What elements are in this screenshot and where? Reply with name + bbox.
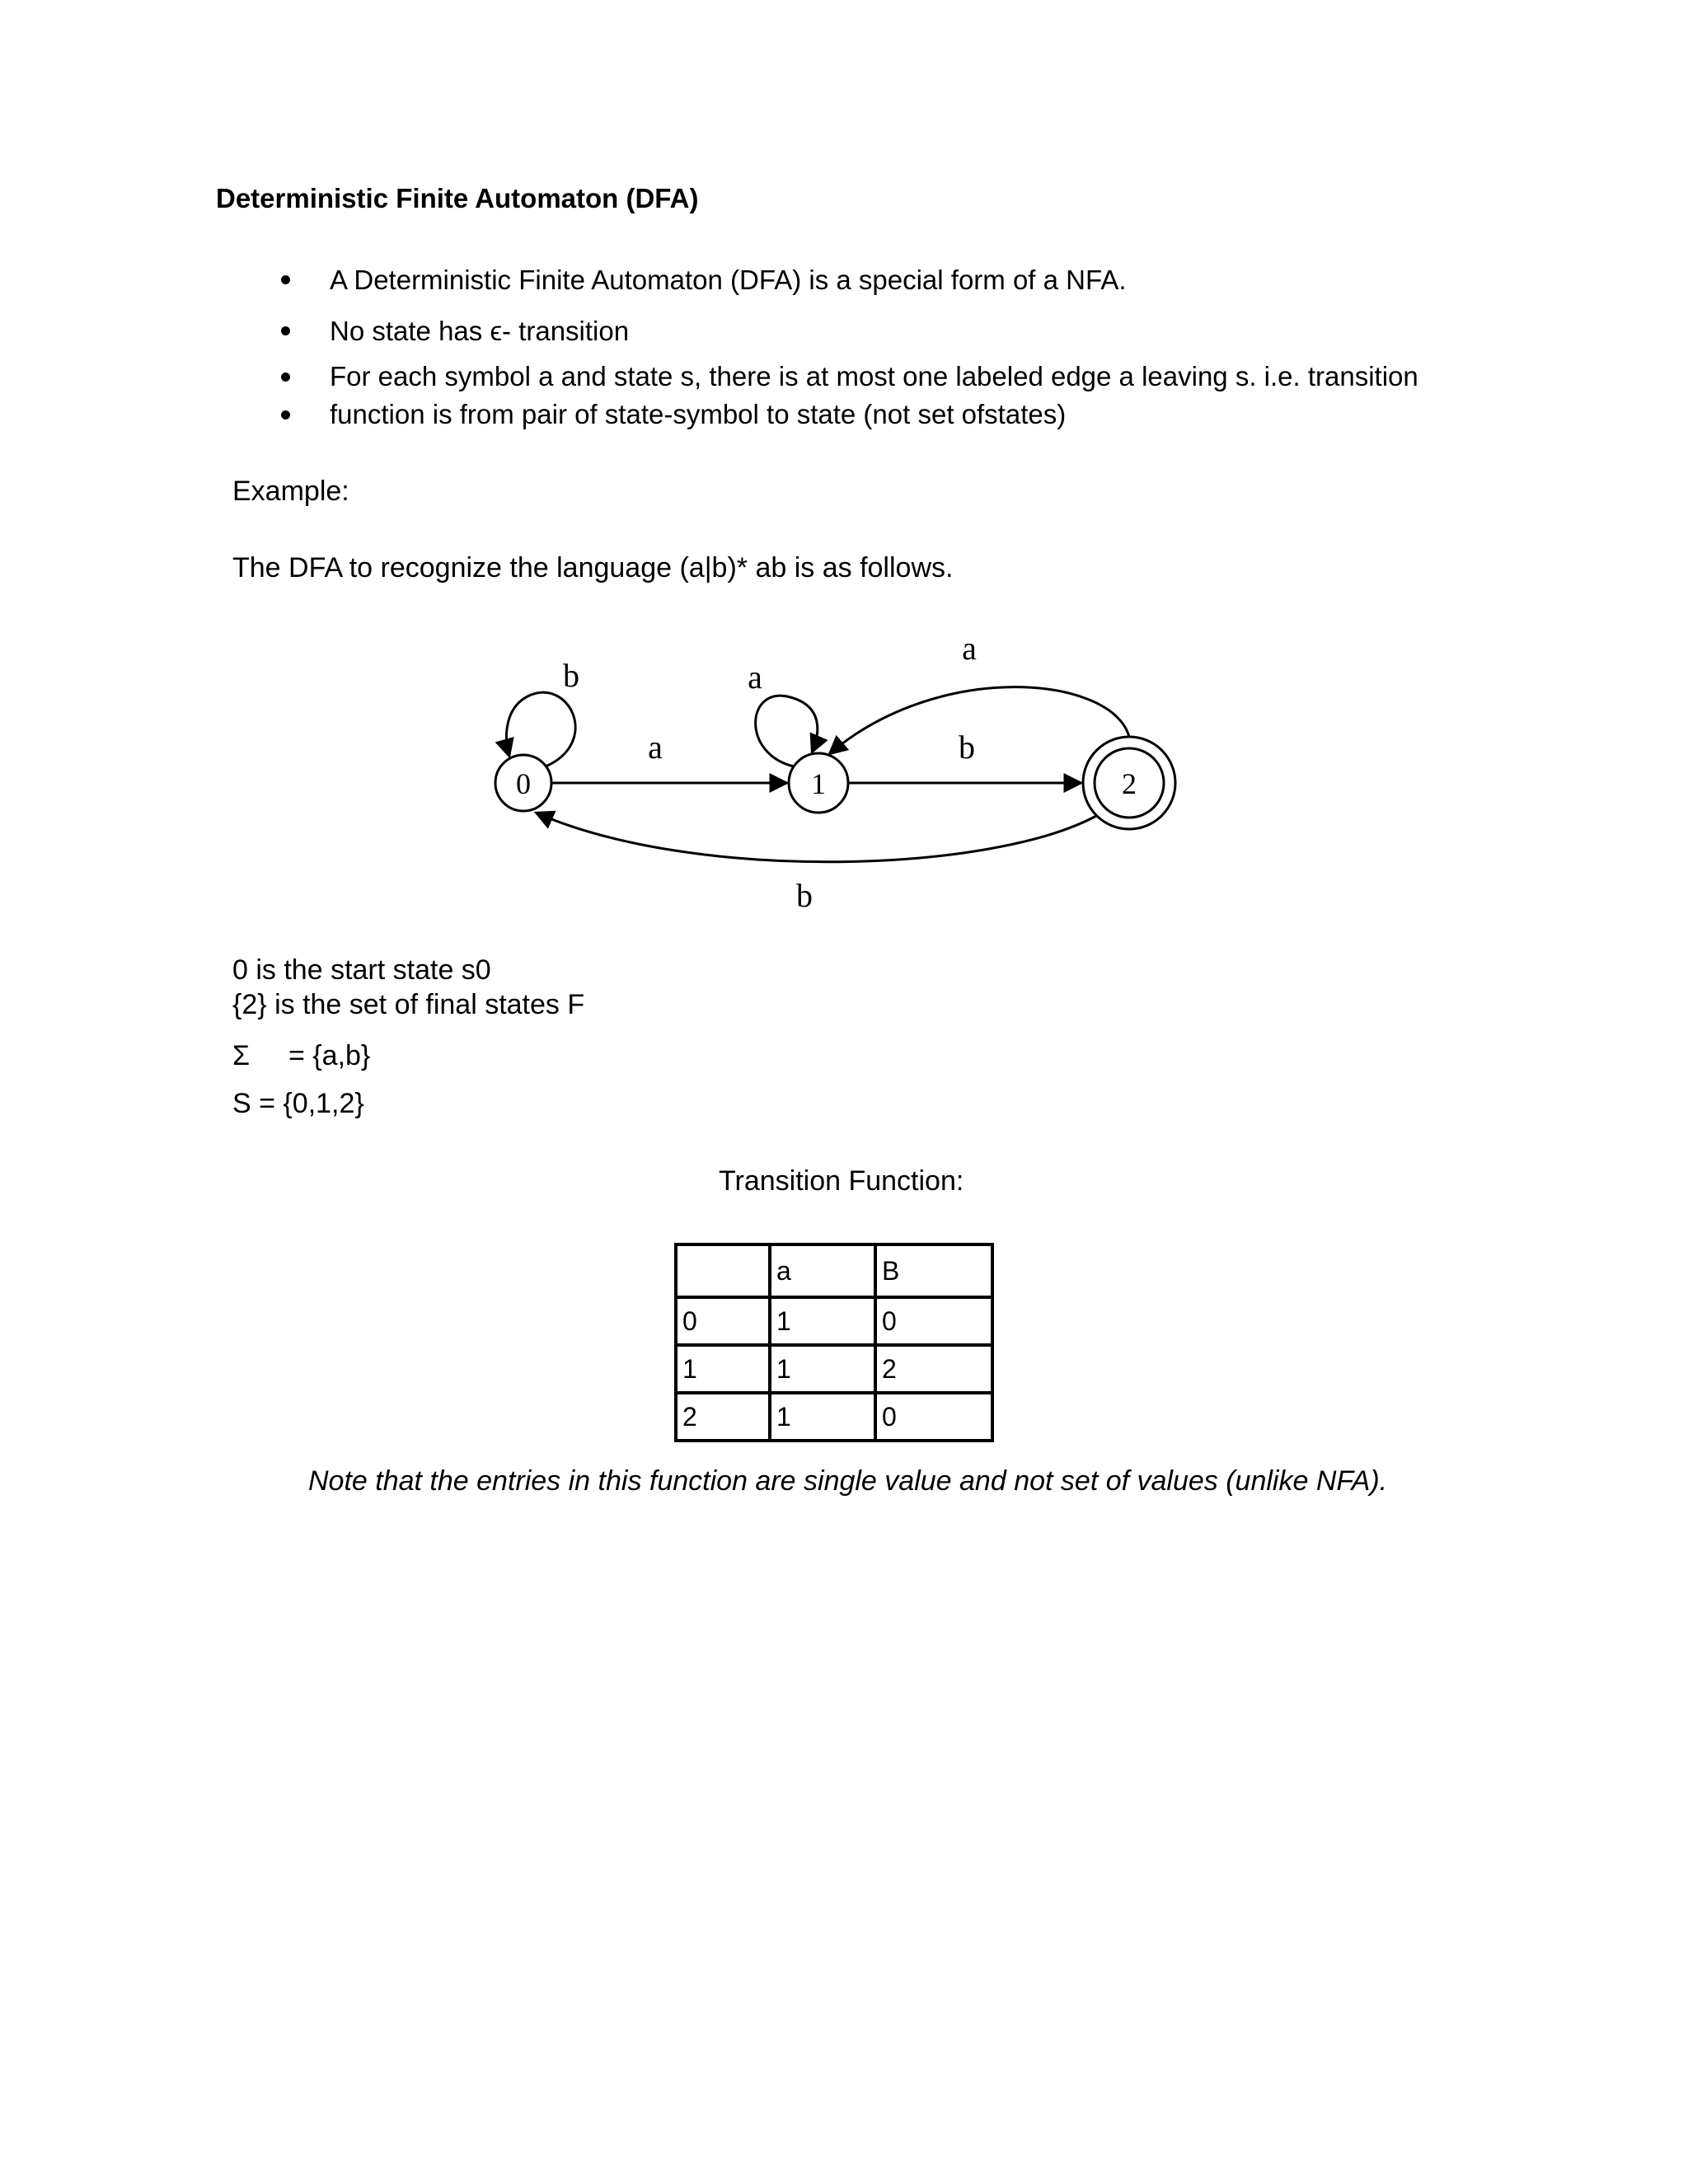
edge-label-1-to-2: b (959, 729, 975, 766)
transition-table (674, 1243, 994, 1442)
table-row (676, 1297, 992, 1345)
example-label: Example: (232, 476, 349, 507)
bullet-marker (281, 275, 290, 284)
state-2-final (1083, 737, 1175, 829)
edge-label-0-to-1: a (648, 729, 663, 766)
bullet-marker (281, 326, 290, 335)
start-state-text: 0 is the start state s0 (232, 954, 491, 986)
state-0-label: 0 (516, 767, 531, 800)
table-cell: 2 (875, 1345, 992, 1393)
table-cell: 0 (875, 1297, 992, 1345)
table-row (676, 1393, 992, 1441)
note-text: Note that the entries in this function are single value and not set of values (unlike NFA). (308, 1465, 1388, 1497)
sigma-symbol: Σ (232, 1040, 251, 1071)
edge-label-loop-0: b (563, 657, 579, 694)
bullet-marker (281, 373, 290, 382)
edge-label-2-to-0: b (796, 877, 813, 914)
table-cell: 1 (770, 1345, 875, 1393)
edge-label-loop-1: a (748, 658, 762, 696)
dfa-diagram (478, 618, 1203, 931)
states-set-text: S = {0,1,2} (232, 1088, 364, 1119)
table-cell: 1 (676, 1345, 770, 1393)
bullet-item: For each symbol a and state s, there is at most one labeled edge a leaving s. i.e. transition (330, 361, 1418, 391)
table-cell (676, 1244, 770, 1297)
edge-2-to-0 (536, 813, 1096, 862)
table-cell: 0 (676, 1297, 770, 1345)
bullet-item: function is from pair of state-symbol to state (not set ofstates) (330, 399, 1067, 429)
sigma-value: = {a,b} (288, 1040, 371, 1071)
table-cell: 1 (770, 1297, 875, 1345)
edge-2-to-1 (829, 687, 1129, 754)
edge-label-2-to-1: a (962, 630, 977, 667)
final-states-text: {2} is the set of final states F (232, 989, 585, 1020)
intro-text: The DFA to recognize the language (a|b)* ab is as follows. (232, 552, 954, 583)
table-cell: 1 (770, 1393, 875, 1441)
bullet-item: A Deterministic Finite Automaton (DFA) is a special form of a NFA. (330, 265, 1127, 295)
bullet-marker (281, 410, 290, 419)
state-1-label: 1 (811, 767, 826, 800)
state-1 (789, 753, 848, 813)
table-cell: 2 (676, 1393, 770, 1441)
bullet-item: No state has ϵ- transition (330, 316, 630, 346)
state-2-label: 2 (1122, 767, 1137, 800)
transition-title: Transition Function: (719, 1165, 964, 1197)
table-header-row (676, 1244, 992, 1297)
table-row (676, 1345, 992, 1393)
table-cell: a (770, 1244, 875, 1297)
state-0 (495, 755, 551, 811)
table-cell: 0 (875, 1393, 992, 1441)
table-cell: B (875, 1244, 992, 1297)
page-title: Deterministic Finite Automaton (DFA) (216, 183, 699, 213)
